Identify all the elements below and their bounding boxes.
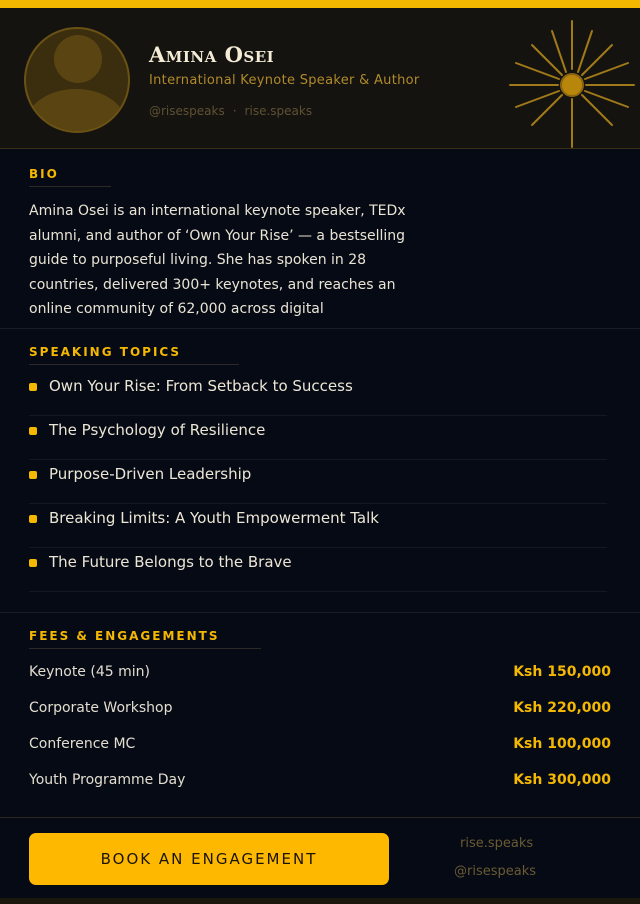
topic-item <box>29 504 607 548</box>
social-handles <box>149 104 312 118</box>
bullet-square-icon <box>29 471 37 479</box>
topic-item <box>29 460 607 504</box>
bullet-square-icon <box>29 427 37 435</box>
fees-title-underline <box>29 648 261 649</box>
footer-website-link[interactable]: rise.speaks <box>460 836 534 851</box>
handle-separator: · <box>232 104 237 118</box>
fee-label: Corporate Workshop <box>29 700 173 716</box>
fee-row <box>29 698 611 722</box>
topic-item <box>29 548 607 592</box>
topic-item <box>29 372 607 416</box>
fee-value: Ksh 220,000 <box>513 700 611 716</box>
fee-row <box>29 734 611 758</box>
fee-label: Keynote (45 min) <box>29 664 150 680</box>
speaker-name: Amina Osei <box>149 42 275 67</box>
handle-primary-link[interactable]: @risespeaks <box>149 104 225 118</box>
fee-label: Conference MC <box>29 736 136 752</box>
bullet-square-icon <box>29 559 37 567</box>
fee-value: Ksh 100,000 <box>513 736 611 752</box>
topics-title-underline <box>29 364 239 365</box>
handle-secondary-link[interactable]: rise.speaks <box>244 104 313 118</box>
footer-handle-link[interactable]: @risespeaks <box>454 864 537 879</box>
fee-label: Youth Programme Day <box>29 772 186 788</box>
fee-row <box>29 662 611 686</box>
bio-section-title: BIO <box>29 167 59 181</box>
section-divider <box>0 612 640 613</box>
section-divider <box>0 328 640 329</box>
topic-label: Breaking Limits: A Youth Empowerment Talk <box>49 509 379 527</box>
topic-label: Own Your Rise: From Setback to Success <box>49 377 353 395</box>
bio-text: Amina Osei is an international keynote speaker, TEDx alumni, and author of ‘Own Your Rise’ — a bestselling guide to purposeful living. She has spoken in 28 countries, delivered 300+ keynotes, and reaches an online community of 62,000 across digital <box>29 203 406 317</box>
topic-label: Purpose-Driven Leadership <box>49 465 252 483</box>
bullet-square-icon <box>29 515 37 523</box>
profile-header <box>0 8 640 149</box>
bullet-square-icon <box>29 383 37 391</box>
fees-section-title: FEES & ENGAGEMENTS <box>29 629 220 643</box>
bio-title-underline <box>29 186 111 187</box>
avatar <box>24 27 130 133</box>
speaker-tagline: International Keynote Speaker & Author <box>149 73 420 88</box>
topic-item <box>29 416 607 460</box>
accent-top-bar <box>0 0 640 8</box>
topics-section-title: SPEAKING TOPICS <box>29 345 182 359</box>
topic-label: The Psychology of Resilience <box>49 421 266 439</box>
topic-label: The Future Belongs to the Brave <box>49 553 292 571</box>
fee-row <box>29 770 611 794</box>
book-engagement-button[interactable]: BOOK AN ENGAGEMENT <box>29 833 389 885</box>
sun-rays-icon <box>506 17 638 149</box>
fee-value: Ksh 300,000 <box>513 772 611 788</box>
fee-value: Ksh 150,000 <box>513 664 611 680</box>
footer-bottom-bar <box>0 898 640 904</box>
